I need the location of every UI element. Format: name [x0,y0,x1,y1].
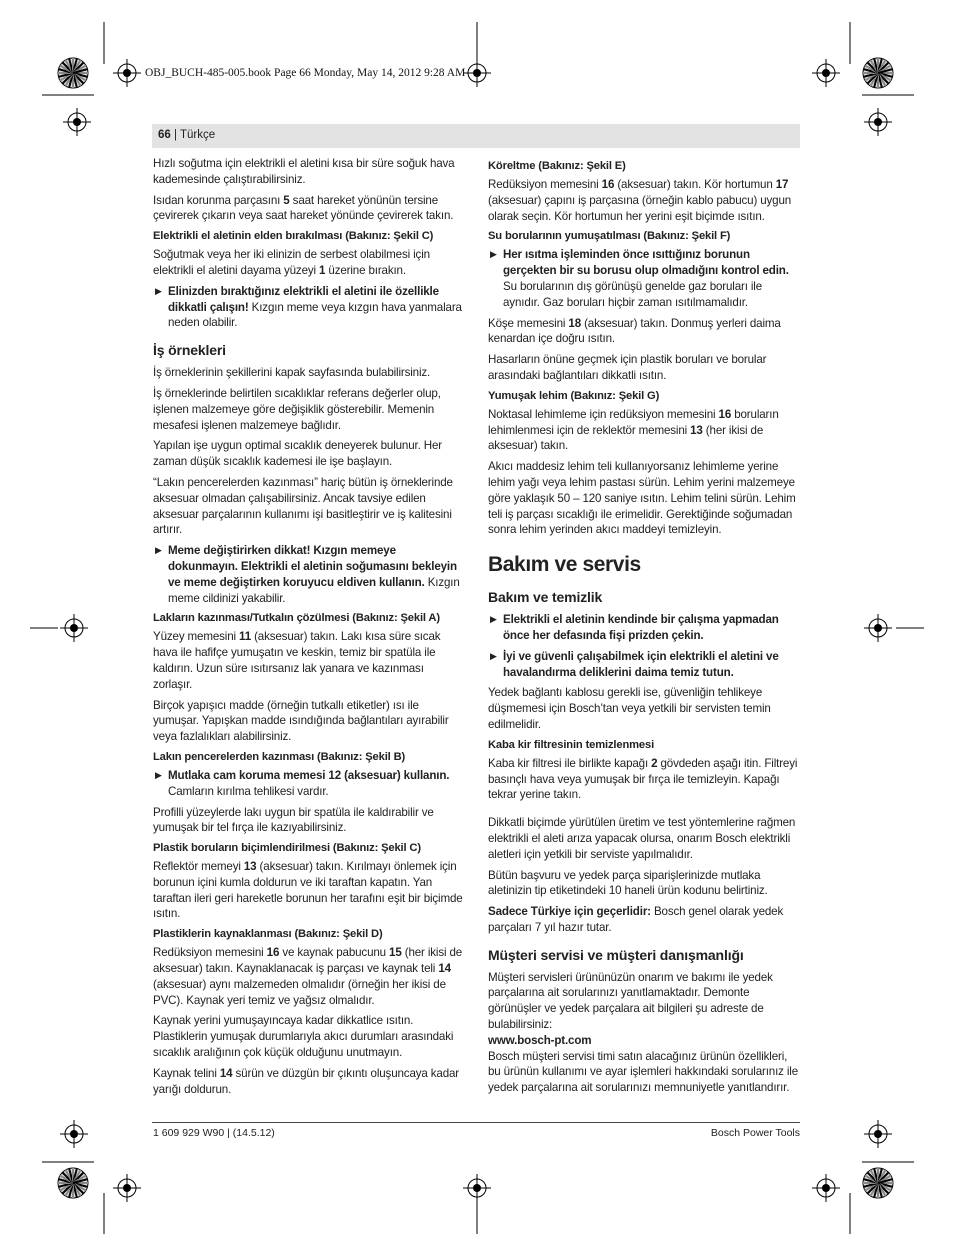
section-heading: Yumuşak lehim (Bakınız: Şekil G) [488,389,660,402]
paragraph: Noktasal lehimleme için redüksiyon memesini 16 boruların lehimlenmesi için de reklektör memesini 13 (her ikisi de aksesuar) takın. [488,407,779,453]
bullet-arrow-icon: ▶ [155,545,162,556]
bullet-item: ▶ Elinizden bıraktığınız elektrikli el aletini ile özellikle dikkatli çalışın! Kızgın meme veya kızgın hava yanmalara neden olabilir. [155,284,462,330]
star-target-icon [58,1168,88,1198]
subsection-heading: İş örnekleri [153,342,226,359]
footer-rule [152,1122,800,1123]
paragraph: Kaba kir filtresi ile birlikte kapağı 2 gövdeden aşağı itin. Filtreyi basınçlı hava veya yumuşak bir fırça ile temizleyin. Kapağı tekrar yerine takın. [488,756,798,802]
bullet-item: ▶ İyi ve güvenli çalışabilmek için elektrikli el aletini ve havalandırma deliklerini daima temiz tutun. [490,649,779,679]
right-column [488,156,800,1101]
star-target-icon [863,58,893,88]
paragraph: Akıcı maddesiz lehim teli kullanıyorsanız lehimleme yerine lehim yağı veya lehim pastası sürün. Lehim yerini malzemeye göre yaklaşık 50 – 120 saniye ısıtın. Lehim telini sürün. Lehim teli iş parçası sıcaklığı ile erimelidir. Gerektiğinde soğumadan sonra lehim yerinden akıcı maddeyi temizleyin. [488,460,796,537]
paragraph: Yedek bağlantı kablosu gerekli ise, güvenliğin tehlikeye düşmemesi için Bosch’tan veya yetkili bir servisten temin edilmelidir. [488,686,771,731]
bullet-arrow-icon: ▶ [490,650,497,661]
section-heading: Lakların kazınması/Tutkalın çözülmesi (Bakınız: Şekil A) [153,612,440,625]
website-link[interactable]: www.bosch-pt.com [488,1033,592,1047]
paragraph: Sadece Türkiye için geçerlidir: Bosch genel olarak yedek parçaları 7 yıl hazır tutar. [488,905,784,934]
paragraph: Soğutmak veya her iki elinizin de serbest olabilmesi için elektrikli el aletini dayama yüzeyi 1 üzerine bırakın. [153,248,430,277]
paragraph: “Lakın pencerelerden kazınması” hariç bütün iş örneklerinde aksesuar olmadan çalışabilirsiniz. Ancak tavsiye edilen aksesuar parçalarının kullanımı işi basitleştirir ve iş kalitesini artırır. [153,475,453,537]
section-heading: Plastik boruların biçimlendirilmesi (Bakınız: Şekil C) [153,842,421,855]
bullet-item: ▶ Her ısıtma işleminden önce ısıttığınız borunun gerçekten bir su borusu olup olmadığını kontrol edin. Su borularının dış görünüşü genelde gaz boruları ile aynıdır. Gaz boruları hiçbir zaman ısıtılmamalıdır. [490,248,789,309]
section-heading: Su borularının yumuşatılması (Bakınız: Şekil F) [488,230,731,243]
bullet-arrow-icon: ▶ [155,769,162,780]
bullet-item: ▶ Mutlaka cam koruma memesi 12 (aksesuar) kullanın. Camların kırılma tehlikesi vardır. [155,768,450,798]
bullet-arrow-icon: ▶ [155,285,162,296]
print-slug: OBJ_BUCH-485-005.book Page 66 Monday, May 14, 2012 9:28 AM [145,67,466,79]
paragraph: Profilli yüzeylerde lakı uygun bir spatüla ile kaldırabilir ve yumuşak bir tel fırça ile kazıyabilirsiniz. [153,805,434,835]
paragraph: İş örneklerinde belirtilen sıcaklıklar referans değerler olup, işlenen malzemeye göre değişiklik gösterebilir. Memenin mesafesi işlenen malzemeye bağlıdır. [153,386,441,432]
paragraph: Isıdan korunma parçasını 5 saat hareket yönünün tersine çevirerek çıkarın veya saat hareket yönünde çevirerek takın. [153,193,454,223]
page-number: 66 [158,129,171,141]
header-text: 66 | Türkçe [158,129,216,141]
paragraph: Yapılan işe uygun optimal sıcaklık deneyerek bulunur. Her zaman düşük sıcaklık kademesi ile işe başlayın. [153,439,442,469]
paragraph: Müşteri servisleri ürününüzün onarım ve bakımı ile yedek parçalarına ait sorularınızı yanıtlamaktadır. Demonte görünüşler ve yedek parçalara ait bilgileri şu adreste de bulabilirsiniz: [488,970,773,1032]
paragraph: Redüksiyon memesini 16 (aksesuar) takın. Kör hortumun 17 (aksesuar) çapını iş parçasına (örneğin kablo pabucu) uygun olarak seçin. Kör hortumun her yerini eşit biçimde ısıtın. [488,178,792,223]
subsection-heading: Bakım ve temizlik [488,589,603,606]
section-heading: Lakın pencerelerden kazınması (Bakınız: Şekil B) [153,750,406,763]
left-column [153,156,465,1102]
bullet-item: ▶ Meme değiştirirken dikkat! Kızgın memeye dokunmayın. Elektrikli el aletinin soğumasını bekleyin ve meme değiştirken koruyucu eldiven kullanın. Kızgın meme cildinizi yakabilir. [155,544,460,605]
bullet-arrow-icon: ▶ [490,249,497,260]
paragraph: Hızlı soğutma için elektrikli el aletini kısa bir süre soğuk hava kademesinde çalıştırabilirsiniz. [153,157,455,186]
section-heading: Köreltme (Bakınız: Şekil E) [488,160,626,172]
paragraph: Redüksiyon memesini 16 ve kaynak pabucunu 15 (her ikisi de aksesuar) takın. Kaynaklanacak iş parçası ve kaynak teli 14 (aksesuar) aynı malzemeden olmalıdır (örneğin her ikisi de PVC). Kaynak yeri temiz ve yağsız olmalıdır. [153,946,463,1007]
paragraph: Birçok yapışıcı madde (örneğin tutkallı etiketler) ısı ile yumuşar. Yapışkan madde ısındığında bağlantıları ayırabilir veya fazlalıkları alabilirsiniz. [153,698,449,744]
paragraph: Kaynak yerini yumuşayıncaya kadar dikkatlice ısıtın. Plastiklerin yumuşak durumlarıyla akıcı durumları arasındaki sıcaklık aralığının çok küçük olduğunu unutmayın. [153,1014,454,1060]
bullet-item: ▶ Elektrikli el aletinin kendinde bir çalışma yapmadan önce her defasında fişi prizden çekin. [490,613,779,642]
subsection-heading: Müşteri servisi ve müşteri danışmanlığı [488,946,744,963]
paragraph: Dikkatli biçimde yürütülen üretim ve test yöntemlerine rağmen elektrikli el aleti arıza yapacak olursa, onarım Bosch elektrikli aletleri için yetkili bir serviste yapılmalıdır. [488,816,796,861]
star-target-icon [863,1168,893,1198]
paragraph: Hasarların önüne geçmek için plastik boruları ve borular arasındaki bağlantıları dikkatli ısıtın. [488,353,767,382]
paragraph: Kaynak telini 14 sürün ve düzgün bir çıkıntı oluşuncaya kadar yarığı doldurun. [153,1066,460,1096]
section-heading: Plastiklerin kaynaklanması (Bakınız: Şekil D) [153,928,383,941]
paragraph: Yüzey memesini 11 (aksesuar) takın. Lakı kısa süre sıcak hava ile hafifçe yumuşatın ve keskin, temiz bir spatüla ile kaldırın. Uzun süre ısıtırsanız lak yanara ve kazınması zorlaşır. [153,630,441,691]
paragraph: Bütün başvuru ve yedek parça siparişlerinizde mutlaka aletinizin tip etiketindeki 10 haneli ürün kodunu belirtiniz. [488,868,768,898]
footer-doc-id: 1 609 929 W90 | (14.5.12) [153,1127,275,1139]
paragraph: Köşe memesini 18 (aksesuar) takın. Donmuş yerleri daima kenardan içe doğru ısıtın. [488,316,781,346]
paragraph: Bosch müşteri servisi timi satın alacağınız ürünün özellikleri, bu ürünün kullanımı ve ayar işlemleri hakkındaki sorularınız ile yedek parçalarına ait sorularınızı memnuniyetle yanıtlandırır. [488,1049,799,1095]
footer-brand: Bosch Power Tools [710,1127,800,1139]
star-target-icon [58,58,88,88]
section-heading: Elektrikli el aletinin elden bırakılması (Bakınız: Şekil C) [153,230,434,243]
page-header [152,124,800,148]
header-language: Türkçe [179,129,216,141]
bullet-arrow-icon: ▶ [490,614,497,625]
section-heading: Kaba kir filtresinin temizlenmesi [488,738,655,751]
chapter-heading: Bakım ve servis [488,553,641,577]
paragraph: Reflektör memeyi 13 (aksesuar) takın. Kırılmayı önlemek için borunun içini kumla doldurun ve iki taraftan kapatın. Yan taraftan ileri geri hareketle borunun her tarafını eşit bir biçimde ısıtın. [153,860,463,921]
paragraph: İş örneklerinin şekillerini kapak sayfasında bulabilirsiniz. [153,366,431,380]
